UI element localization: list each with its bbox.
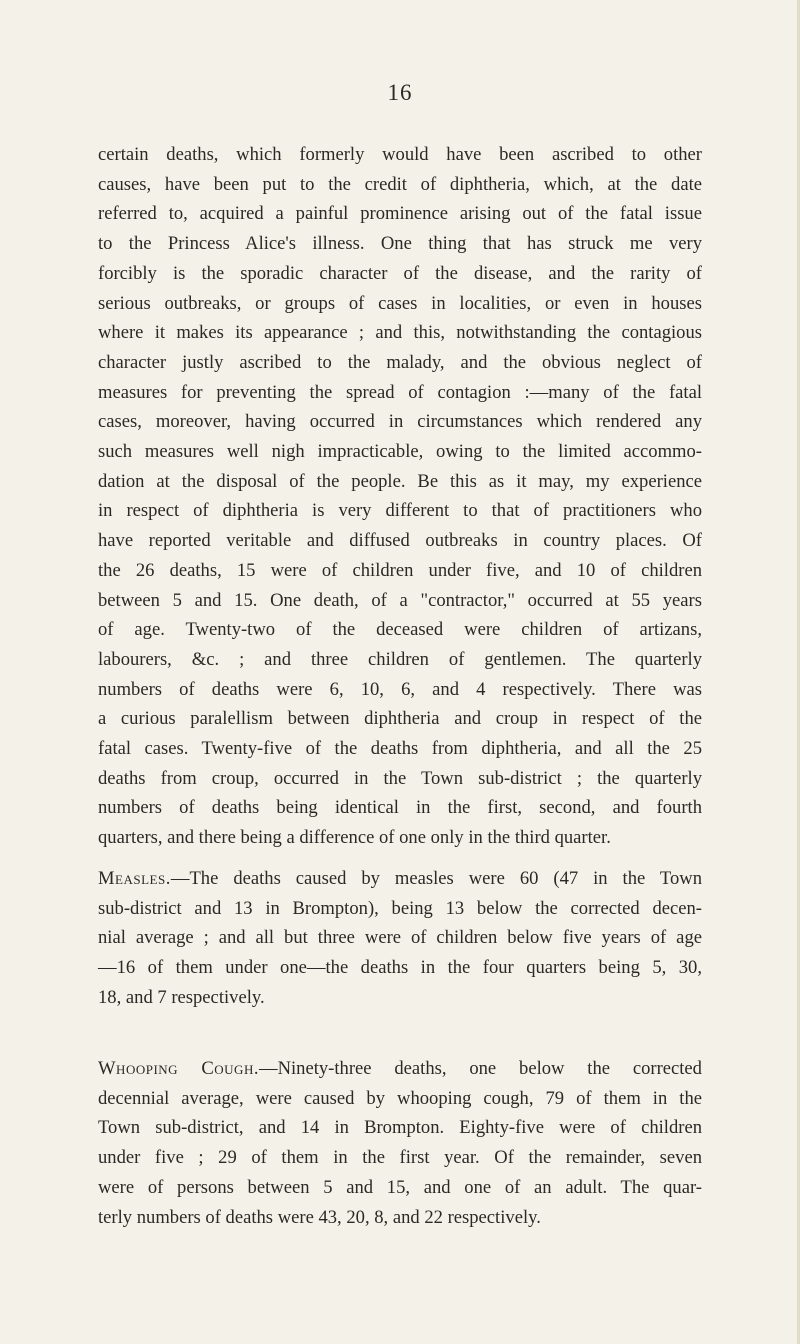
line-text: nial average ; and all but three were of children below five years of age xyxy=(98,927,702,949)
line-text: quarters, and there being a difference of one only in the third quarter. xyxy=(98,827,611,849)
text-line xyxy=(98,1054,702,1084)
text-line xyxy=(98,586,702,616)
page-number: 16 xyxy=(387,80,413,105)
line-text: deaths from croup, occurred in the Town sub-district ; the quarterly xyxy=(98,767,702,789)
line-text: labourers, &c. ; and three children of gentlemen. The quarterly xyxy=(98,648,702,670)
line-text: measures for preventing the spread of contagion :—many of the fatal xyxy=(98,381,702,403)
text-line xyxy=(98,1084,702,1114)
text-line xyxy=(98,1113,702,1143)
text-line xyxy=(98,1143,702,1173)
text-line xyxy=(98,675,702,705)
text-line xyxy=(98,229,702,259)
line-text: under five ; 29 of them in the first year. Of the remainder, seven xyxy=(98,1147,702,1169)
text-line xyxy=(98,923,702,953)
section-heading: Whooping Cough. xyxy=(98,1058,259,1079)
text-line xyxy=(98,864,702,894)
line-text: such measures well nigh impracticable, owing to the limited accommo- xyxy=(98,441,702,463)
line-text: serious outbreaks, or groups of cases in localities, or even in houses xyxy=(98,292,702,314)
line-text: —16 of them under one—the deaths in the four quarters being 5, 30, xyxy=(98,957,702,979)
text-line xyxy=(98,556,702,586)
line-text: numbers of deaths were 6, 10, 6, and 4 respectively. There was xyxy=(98,678,702,700)
line-text: character justly ascribed to the malady, and the obvious neglect of xyxy=(98,351,702,373)
text-line xyxy=(98,894,702,924)
line-text: forcibly is the sporadic character of the disease, and the rarity of xyxy=(98,262,702,284)
line-text: were of persons between 5 and 15, and one of an adult. The quar- xyxy=(98,1176,702,1198)
text-line xyxy=(98,983,702,1013)
line-text: between 5 and 15. One death, of a "contractor," occurred at 55 years xyxy=(98,589,702,611)
line-text: of age. Twenty-two of the deceased were children of artizans, xyxy=(98,619,702,641)
line-text: fatal cases. Twenty-five of the deaths from diphtheria, and all the 25 xyxy=(98,738,702,760)
text-line xyxy=(98,1203,702,1233)
text-line xyxy=(98,764,702,794)
text-line xyxy=(98,170,702,200)
line-text: referred to, acquired a painful prominence arising out of the fatal issue xyxy=(98,203,702,225)
text-line xyxy=(98,496,702,526)
text-line xyxy=(98,704,702,734)
text-line xyxy=(98,199,702,229)
text-line xyxy=(98,318,702,348)
line-text: the 26 deaths, 15 were of children under five, and 10 of children xyxy=(98,559,702,581)
text-line xyxy=(98,467,702,497)
paragraph-measles xyxy=(98,864,702,1013)
text-line xyxy=(98,615,702,645)
line-text: a curious paralellism between diphtheria and croup in respect of the xyxy=(98,708,702,730)
text-line xyxy=(98,526,702,556)
line-text: where it makes its appearance ; and this, notwithstanding the contagious xyxy=(98,322,702,344)
text-line xyxy=(98,645,702,675)
text-line xyxy=(98,793,702,823)
line-text: certain deaths, which formerly would have been ascribed to other xyxy=(98,144,702,165)
section-heading: Measles. xyxy=(98,868,171,889)
text-line xyxy=(98,407,702,437)
text-line xyxy=(98,289,702,319)
paragraph-diphtheria xyxy=(98,140,702,853)
line-text: —Ninety-three deaths, one below the corrected xyxy=(258,1058,702,1079)
text-line xyxy=(98,140,702,170)
paragraph-whooping-cough xyxy=(98,1054,702,1232)
text-line xyxy=(98,378,702,408)
text-line xyxy=(98,259,702,289)
text-line xyxy=(98,348,702,378)
text-line xyxy=(98,734,702,764)
line-text: cases, moreover, having occurred in circumstances which rendered any xyxy=(98,411,702,433)
text-line xyxy=(98,953,702,983)
line-text: dation at the disposal of the people. Be this as it may, my experience xyxy=(98,470,702,492)
line-text: causes, have been put to the credit of diphtheria, which, at the date xyxy=(98,173,702,195)
line-text: —The deaths caused by measles were 60 (47 in the Town xyxy=(170,868,702,889)
text-line xyxy=(98,823,702,853)
line-text: have reported veritable and diffused outbreaks in country places. Of xyxy=(98,530,702,552)
line-text: to the Princess Alice's illness. One thing that has struck me very xyxy=(98,233,702,255)
text-line xyxy=(98,437,702,467)
line-text: numbers of deaths being identical in the first, second, and fourth xyxy=(98,797,702,819)
line-text: Town sub-district, and 14 in Brompton. Eighty-five were of children xyxy=(98,1117,702,1139)
line-text: sub-district and 13 in Brompton), being 13 below the corrected decen- xyxy=(98,897,702,919)
line-text: in respect of diphtheria is very different to that of practitioners who xyxy=(98,500,702,522)
line-text: decennial average, were caused by whooping cough, 79 of them in the xyxy=(98,1087,702,1109)
text-line xyxy=(98,1173,702,1203)
line-text: 18, and 7 respectively. xyxy=(98,986,265,1008)
line-text: terly numbers of deaths were 43, 20, 8, and 22 respectively. xyxy=(98,1206,541,1228)
